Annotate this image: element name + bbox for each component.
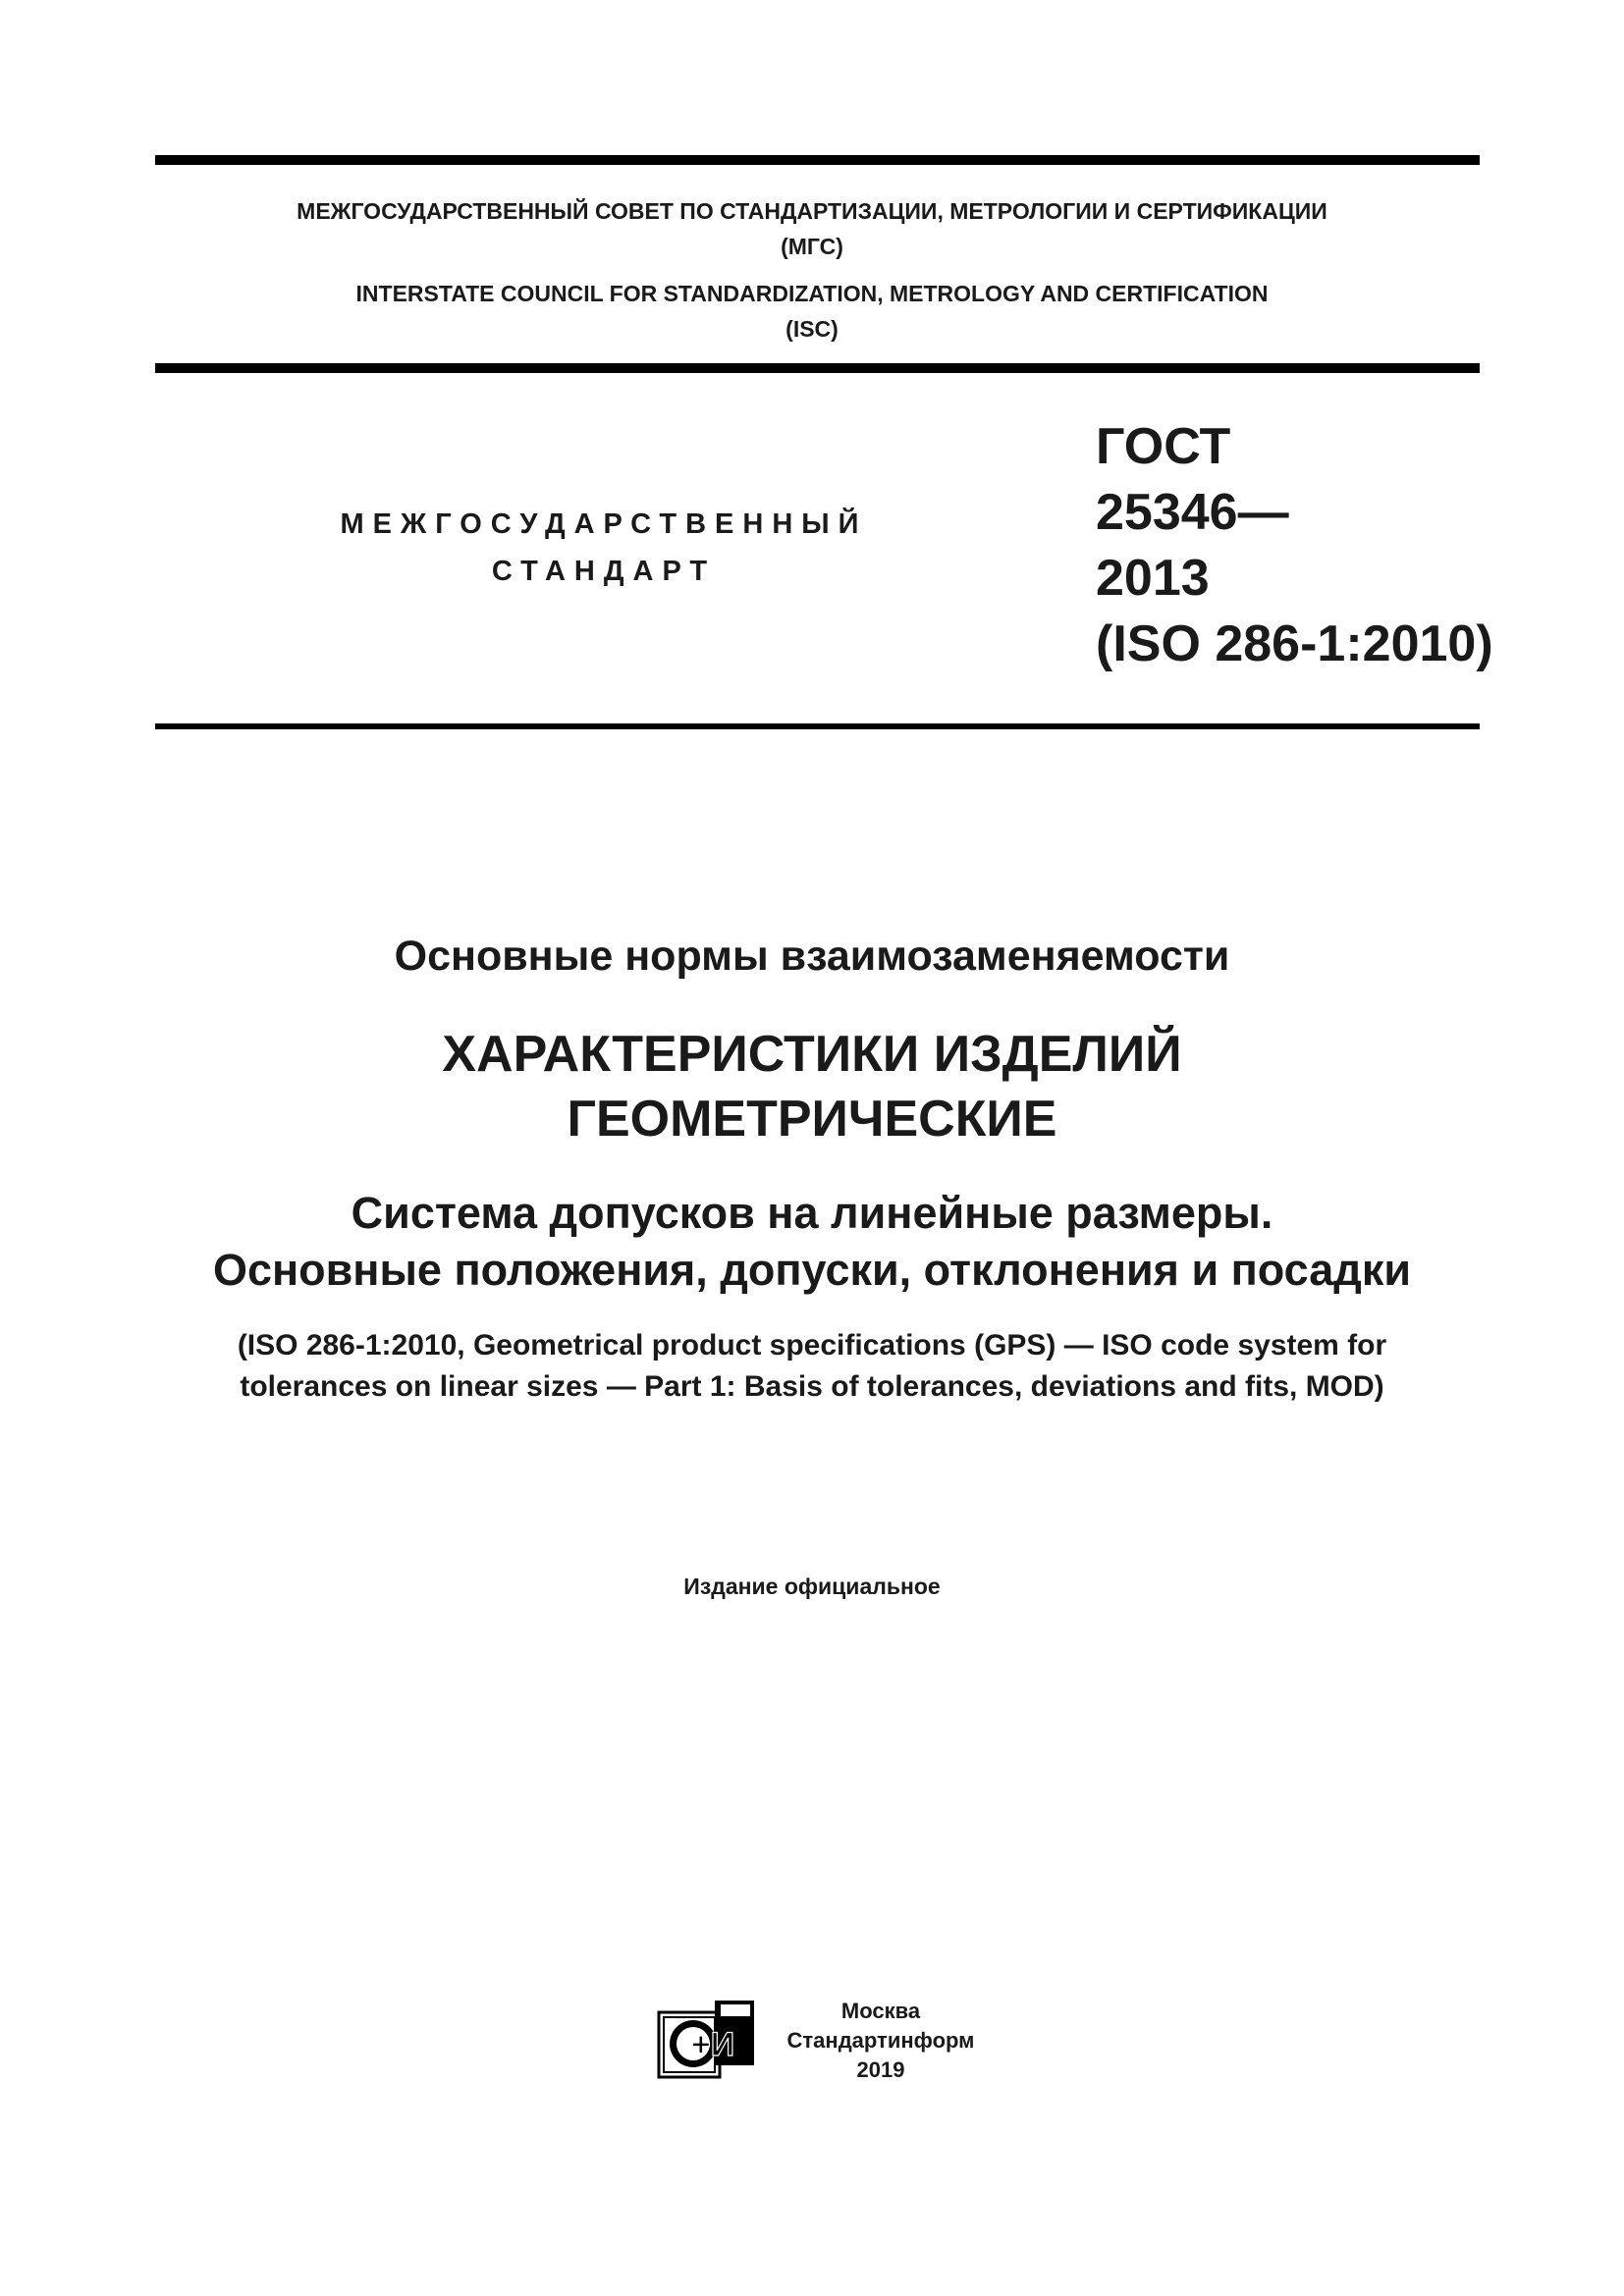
gost-designation — [1096, 414, 1493, 677]
gost-label: ГОСТ — [1096, 418, 1231, 475]
standartinform-logo-icon — [656, 1997, 758, 2081]
title-caps-line1: ХАРАКТЕРИСТИКИ ИЗДЕЛИЙ — [442, 1026, 1182, 1083]
standard-type-line1: МЕЖГОСУДАРСТВЕННЫЙ — [340, 508, 868, 540]
header-bottom-rule — [155, 363, 1480, 373]
title-main: Основные нормы взаимозаменяемости — [394, 933, 1230, 980]
publisher-year: 2019 — [856, 2057, 905, 2082]
council-abbr-ru: (МГС) — [781, 234, 843, 259]
edition-note: Издание официальное — [683, 1574, 941, 1599]
title-subtitle-line1: Система допусков на линейные размеры. — [351, 1188, 1273, 1238]
title-subtitle-line2: Основные положения, допуски, отклонения и посадки — [212, 1245, 1412, 1295]
gost-iso-reference: (ISO 286-1:2010) — [1096, 615, 1493, 672]
gost-year: 2013 — [1096, 550, 1210, 607]
gost-number: 25346— — [1096, 484, 1289, 541]
title-iso-line2: tolerances on linear sizes — Part 1: Basis of tolerances, deviations and fits, MOD) — [240, 1370, 1384, 1403]
svg-text:+И: +И — [690, 2026, 735, 2063]
council-name-en: INTERSTATE COUNCIL FOR STANDARDIZATION, METROLOGY AND CERTIFICATION — [355, 281, 1269, 306]
title-iso-line1: (ISO 286-1:2010, Geometrical product specifications (GPS) — ISO code system for — [237, 1329, 1387, 1362]
title-caps-line2: ГЕОМЕТРИЧЕСКИЕ — [567, 1091, 1057, 1148]
council-name-ru: МЕЖГОСУДАРСТВЕННЫЙ СОВЕТ ПО СТАНДАРТИЗАЦИИ, МЕТРОЛОГИИ И СЕРТИФИКАЦИИ — [297, 198, 1327, 224]
council-abbr-en: (ISC) — [785, 316, 839, 342]
standard-type-line2: СТАНДАРТ — [491, 556, 717, 587]
designation-bottom-rule — [155, 723, 1480, 729]
publisher-block — [768, 1997, 994, 2085]
top-rule — [155, 155, 1480, 165]
publisher-city: Москва — [840, 1999, 921, 2023]
publisher-name: Стандартинформ — [786, 2028, 975, 2053]
